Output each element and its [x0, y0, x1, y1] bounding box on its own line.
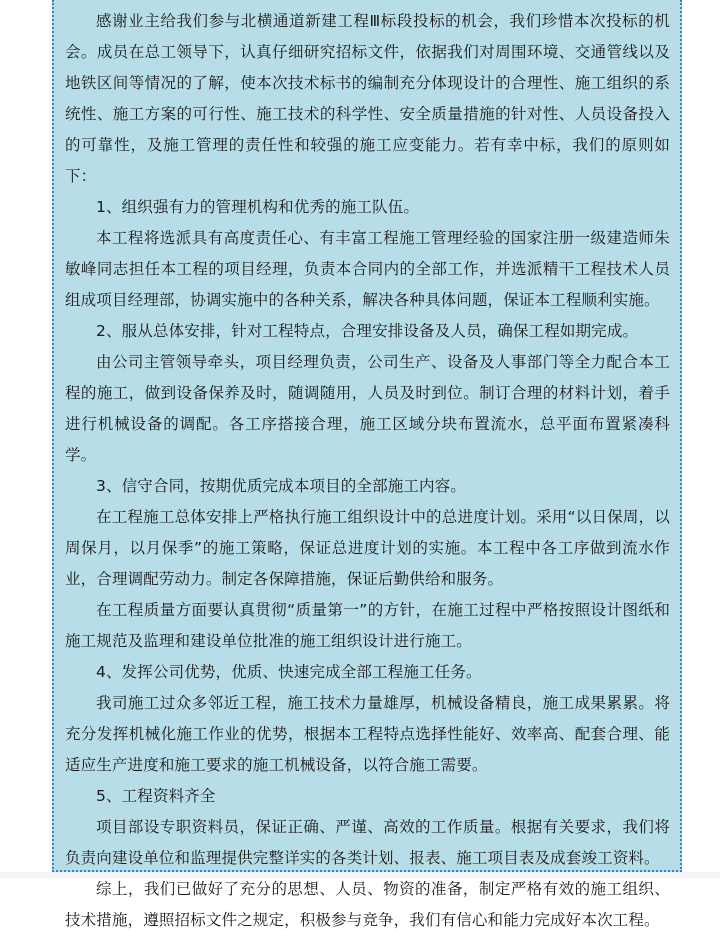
- principle-5-heading: 5、工程资料齐全: [96, 787, 216, 805]
- principle-1-body: 本工程将选派具有高度责任心、有丰富工程施工管理经验的国家注册一级建造师朱敏峰同志担任本工程的项目经理，负责本合同内的全部工作，并选派精干工程技术人员组成项目经理部，协调实施中的各种关系，解决各种具体问题，保证本工程顺利实施。: [65, 229, 670, 309]
- principle-3-body-schedule: 在工程施工总体安排上严格执行施工组织设计中的总进度计划。采用“以日保周，以周保月，以月保季”的施工策略，保证总进度计划的实施。本工程中各工序做到流水作业，合理调配劳动力。制定各保障措施，保证后勤供给和服务。: [65, 508, 670, 588]
- principle-4-heading: 4、发挥公司优势，优质、快速完成全部工程施工任务。: [96, 663, 482, 681]
- intro-paragraph: 感谢业主给我们参与北横通道新建工程Ⅲ标段投标的机会，我们珍惜本次投标的机会。成员在总工领导下，认真仔细研究招标文件，依据我们对周围环境、交通管线以及地铁区间等情况的了解，使本次技术标书的编制充分体现设计的合理性、施工组织的系统性、施工方案的可行性、施工技术的科学性、安全质量措施的针对性、人员设备投入的可靠性，及施工管理的责任性和较强的施工应变能力。若有幸中标，我们的原则如下：: [65, 12, 670, 185]
- principle-4-body: 我司施工过众多邻近工程，施工技术力量雄厚，机械设备精良，施工成果累累。将充分发挥机械化施工作业的优势，根据本工程特点选择性能好、效率高、配套合理、能适应生产进度和施工要求的施工机械设备，以符合施工需要。: [65, 694, 670, 774]
- principle-5-body: 项目部设专职资料员，保证正确、严谨、高效的工作质量。根据有关要求，我们将负责向建设单位和监理提供完整详实的各类计划、报表、施工项目表及成套竣工资料。: [65, 818, 670, 867]
- principle-3-body-quality: 在工程质量方面要认真贯彻“质量第一”的方针，在施工过程中严格按照设计图纸和施工规范及监理和建设单位批准的施工组织设计进行施工。: [65, 601, 670, 650]
- principle-2-heading: 2、服从总体安排，针对工程特点，合理安排设备及人员，确保工程如期完成。: [96, 322, 639, 340]
- principle-3-heading: 3、信守合同，按期优质完成本项目的全部施工内容。: [96, 477, 466, 495]
- principle-2-body: 由公司主管领导牵头，项目经理负责，公司生产、设备及人事部门等全力配合本工程的施工，做到设备保养及时，随调随用，人员及时到位。制订合理的材料计划，着手进行机械设备的调配。各工序搭接合理，施工区域分块布置流水，总平面布置紧凑科学。: [65, 353, 670, 464]
- principle-1-heading: 1、组织强有力的管理机构和优秀的施工队伍。: [96, 198, 420, 216]
- conclusion-paragraph: 综上，我们已做好了充分的思想、人员、物资的准备，制定严格有效的施工组织、技术措施，遵照招标文件之规定，积极参与竞争，我们有信心和能力完成好本次工程。: [65, 880, 670, 929]
- highlighted-text-box: [52, 0, 682, 929]
- page-bottom-edge: [0, 872, 720, 878]
